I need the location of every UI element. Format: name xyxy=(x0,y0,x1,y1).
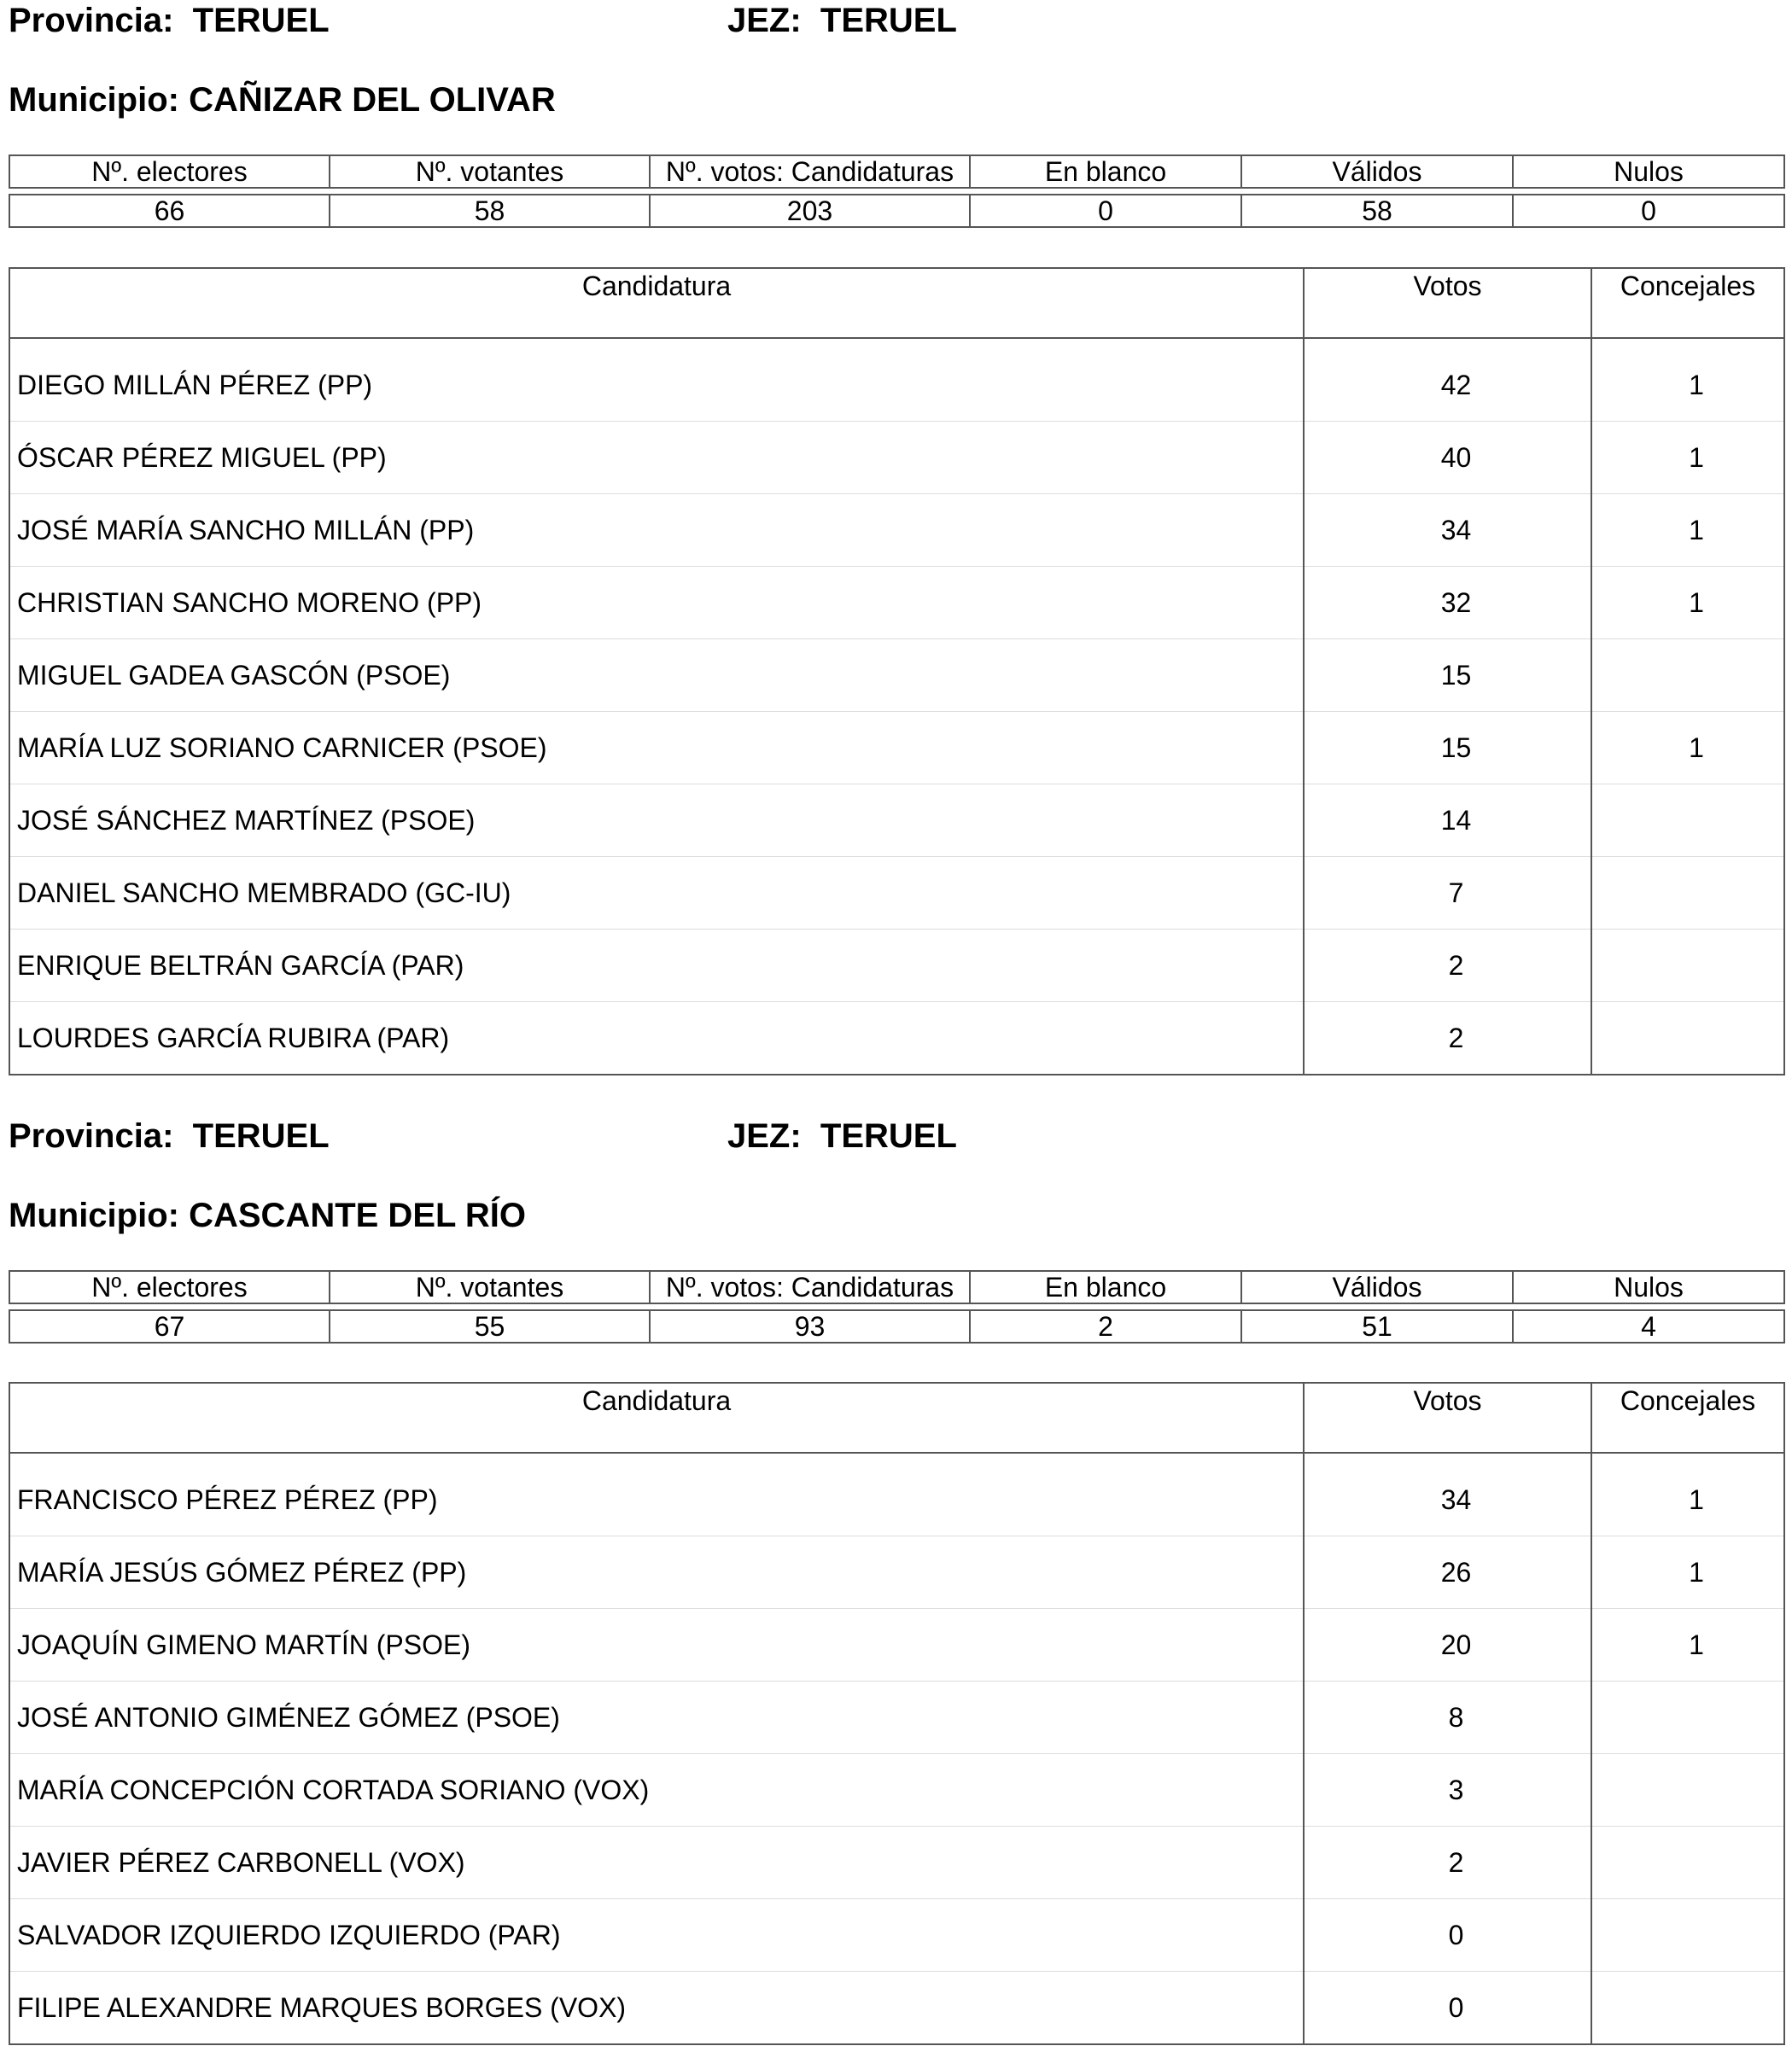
stats-header-nulos: Nulos xyxy=(1513,1271,1784,1303)
table-row xyxy=(9,784,1784,857)
stats-header-row xyxy=(9,1271,1784,1303)
provincia-value: TERUEL xyxy=(192,2,330,39)
candidate-name: MARÍA LUZ SORIANO CARNICER (PSOE) xyxy=(9,712,1304,784)
candidate-name: JAVIER PÉREZ CARBONELL (VOX) xyxy=(9,1827,1304,1899)
candidate-votes: 3 xyxy=(1304,1754,1591,1827)
stats-value-row xyxy=(9,1310,1784,1343)
candidate-name: JOSÉ MARÍA SANCHO MILLÁN (PP) xyxy=(9,494,1304,567)
jez-heading xyxy=(727,1116,957,1157)
header-concejales: Concejales xyxy=(1591,1383,1784,1453)
stats-value-nulos: 0 xyxy=(1513,195,1784,227)
candidate-votes: 0 xyxy=(1304,1899,1591,1972)
candidate-votes: 2 xyxy=(1304,930,1591,1002)
candidates-header-row xyxy=(9,268,1784,338)
candidate-seats xyxy=(1591,1827,1784,1899)
jez-label: JEZ: xyxy=(727,1117,802,1155)
candidate-seats: 1 xyxy=(1591,1453,1784,1536)
table-row xyxy=(9,1453,1784,1536)
stats-value-votantes: 58 xyxy=(330,195,650,227)
candidate-votes: 0 xyxy=(1304,1972,1591,2045)
candidate-name: ÓSCAR PÉREZ MIGUEL (PP) xyxy=(9,422,1304,494)
stats-table xyxy=(9,1270,1785,1344)
candidate-votes: 34 xyxy=(1304,1453,1591,1536)
table-row xyxy=(9,1754,1784,1827)
stats-header-blanco: En blanco xyxy=(970,1271,1241,1303)
stats-header-row xyxy=(9,155,1784,188)
municipio-value: CASCANTE DEL RÍO xyxy=(189,1197,526,1234)
stats-value-electores: 67 xyxy=(9,1310,330,1343)
municipio-value: CAÑIZAR DEL OLIVAR xyxy=(189,81,556,119)
candidate-name: FRANCISCO PÉREZ PÉREZ (PP) xyxy=(9,1453,1304,1536)
candidates-table xyxy=(9,1382,1785,2045)
stats-header-electores: Nº. electores xyxy=(9,155,330,188)
candidate-name: ENRIQUE BELTRÁN GARCÍA (PAR) xyxy=(9,930,1304,1002)
table-row xyxy=(9,639,1784,712)
provincia-heading xyxy=(9,0,330,41)
table-row xyxy=(9,1827,1784,1899)
stats-header-validos: Válidos xyxy=(1241,1271,1513,1303)
municipio-section-2 xyxy=(9,1116,1783,2042)
table-row xyxy=(9,494,1784,567)
candidate-votes: 32 xyxy=(1304,567,1591,639)
candidate-name: JOAQUÍN GIMENO MARTÍN (PSOE) xyxy=(9,1609,1304,1682)
stats-value-blanco: 0 xyxy=(970,195,1241,227)
candidate-name: MARÍA JESÚS GÓMEZ PÉREZ (PP) xyxy=(9,1536,1304,1609)
stats-header-candidaturas: Nº. votos: Candidaturas xyxy=(650,1271,970,1303)
candidate-name: JOSÉ SÁNCHEZ MARTÍNEZ (PSOE) xyxy=(9,784,1304,857)
candidate-seats xyxy=(1591,1972,1784,2045)
table-row xyxy=(9,1899,1784,1972)
stats-value-candidaturas: 93 xyxy=(650,1310,970,1343)
candidate-seats xyxy=(1591,1899,1784,1972)
candidate-seats xyxy=(1591,784,1784,857)
candidate-name: SALVADOR IZQUIERDO IZQUIERDO (PAR) xyxy=(9,1899,1304,1972)
candidate-seats xyxy=(1591,639,1784,712)
table-row xyxy=(9,1682,1784,1754)
stats-header-candidaturas: Nº. votos: Candidaturas xyxy=(650,155,970,188)
stats-header-votantes: Nº. votantes xyxy=(330,155,650,188)
candidate-name: CHRISTIAN SANCHO MORENO (PP) xyxy=(9,567,1304,639)
stats-header-votantes: Nº. votantes xyxy=(330,1271,650,1303)
table-row xyxy=(9,338,1784,422)
candidate-votes: 15 xyxy=(1304,712,1591,784)
stats-header-electores: Nº. electores xyxy=(9,1271,330,1303)
candidate-seats xyxy=(1591,857,1784,930)
candidate-seats: 1 xyxy=(1591,494,1784,567)
table-row xyxy=(9,567,1784,639)
candidate-seats xyxy=(1591,1682,1784,1754)
candidate-name: MARÍA CONCEPCIÓN CORTADA SORIANO (VOX) xyxy=(9,1754,1304,1827)
header-concejales: Concejales xyxy=(1591,268,1784,338)
candidate-name: MIGUEL GADEA GASCÓN (PSOE) xyxy=(9,639,1304,712)
candidate-seats xyxy=(1591,930,1784,1002)
candidate-votes: 26 xyxy=(1304,1536,1591,1609)
candidate-votes: 42 xyxy=(1304,338,1591,422)
jez-value: TERUEL xyxy=(820,2,957,39)
stats-value-electores: 66 xyxy=(9,195,330,227)
municipio-label: Municipio: xyxy=(9,81,179,119)
header-votos: Votos xyxy=(1304,268,1591,338)
candidate-seats: 1 xyxy=(1591,422,1784,494)
candidate-seats xyxy=(1591,1002,1784,1075)
header-candidatura: Candidatura xyxy=(9,268,1304,338)
municipio-label: Municipio: xyxy=(9,1197,179,1234)
candidate-votes: 40 xyxy=(1304,422,1591,494)
candidate-name: JOSÉ ANTONIO GIMÉNEZ GÓMEZ (PSOE) xyxy=(9,1682,1304,1754)
header-votos: Votos xyxy=(1304,1383,1591,1453)
candidate-seats: 1 xyxy=(1591,338,1784,422)
stats-header-validos: Válidos xyxy=(1241,155,1513,188)
municipio-heading xyxy=(9,1195,526,1236)
stats-value-votantes: 55 xyxy=(330,1310,650,1343)
provincia-heading xyxy=(9,1116,330,1157)
table-row xyxy=(9,1609,1784,1682)
table-row xyxy=(9,930,1784,1002)
stats-value-nulos: 4 xyxy=(1513,1310,1784,1343)
table-row xyxy=(9,857,1784,930)
table-row xyxy=(9,1972,1784,2045)
header-candidatura: Candidatura xyxy=(9,1383,1304,1453)
candidates-table xyxy=(9,267,1785,1075)
stats-value-candidaturas: 203 xyxy=(650,195,970,227)
table-row xyxy=(9,1002,1784,1075)
table-row xyxy=(9,422,1784,494)
jez-label: JEZ: xyxy=(727,2,802,39)
table-row xyxy=(9,712,1784,784)
jez-value: TERUEL xyxy=(820,1117,957,1155)
candidate-votes: 7 xyxy=(1304,857,1591,930)
provincia-value: TERUEL xyxy=(192,1117,330,1155)
stats-header-nulos: Nulos xyxy=(1513,155,1784,188)
candidate-name: FILIPE ALEXANDRE MARQUES BORGES (VOX) xyxy=(9,1972,1304,2045)
stats-value-row xyxy=(9,195,1784,227)
provincia-label: Provincia: xyxy=(9,2,174,39)
candidate-name: DIEGO MILLÁN PÉREZ (PP) xyxy=(9,338,1304,422)
candidate-name: LOURDES GARCÍA RUBIRA (PAR) xyxy=(9,1002,1304,1075)
stats-table xyxy=(9,154,1785,228)
candidate-seats: 1 xyxy=(1591,1609,1784,1682)
provincia-label: Provincia: xyxy=(9,1117,174,1155)
candidate-votes: 34 xyxy=(1304,494,1591,567)
candidate-seats: 1 xyxy=(1591,712,1784,784)
stats-header-blanco: En blanco xyxy=(970,155,1241,188)
candidate-name: DANIEL SANCHO MEMBRADO (GC-IU) xyxy=(9,857,1304,930)
municipio-heading xyxy=(9,79,556,120)
candidate-votes: 2 xyxy=(1304,1827,1591,1899)
candidate-seats: 1 xyxy=(1591,1536,1784,1609)
candidate-seats: 1 xyxy=(1591,567,1784,639)
stats-value-validos: 51 xyxy=(1241,1310,1513,1343)
jez-heading xyxy=(727,0,957,41)
candidate-votes: 2 xyxy=(1304,1002,1591,1075)
municipio-section-1 xyxy=(9,0,1783,1071)
table-row xyxy=(9,1536,1784,1609)
candidate-votes: 15 xyxy=(1304,639,1591,712)
stats-value-blanco: 2 xyxy=(970,1310,1241,1343)
candidate-votes: 20 xyxy=(1304,1609,1591,1682)
candidate-votes: 14 xyxy=(1304,784,1591,857)
candidate-votes: 8 xyxy=(1304,1682,1591,1754)
candidates-header-row xyxy=(9,1383,1784,1453)
stats-value-validos: 58 xyxy=(1241,195,1513,227)
candidate-seats xyxy=(1591,1754,1784,1827)
